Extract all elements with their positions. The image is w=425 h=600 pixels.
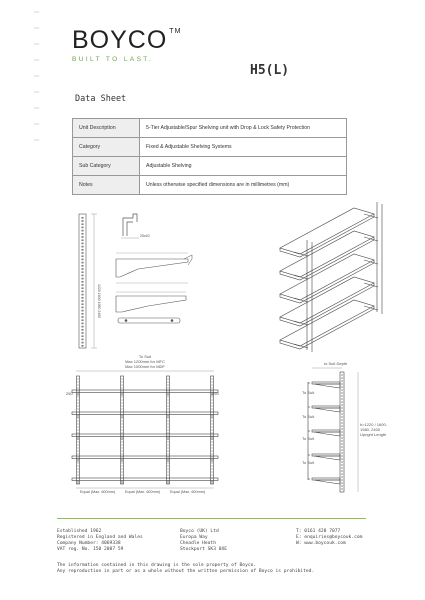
upright-slot [82,303,84,305]
footer-text: VAT reg. No. 150 2087 59 [57,547,124,552]
side-tosuit-2: To Suit [302,414,315,419]
side-height-1: h=1220 / 1600, [360,422,387,427]
info-key: Category [73,138,140,157]
footer-text: Established 1962 [57,529,102,534]
iso-shelf-edge [280,283,374,326]
front-label-top2: Max 1200mm for MFC [125,359,165,364]
iso-shelf [280,254,374,300]
side-height-3: Upright Length [360,432,387,437]
sheet-title: Data Sheet [75,94,127,104]
info-table [72,118,347,195]
iso-bracket [364,214,378,218]
iso-shelf-edge [280,237,374,280]
iso-bracket [364,237,378,241]
footer-phone: T: 0161 428 7077 [296,529,341,534]
brand-tm: TM [169,28,182,35]
footer-text: Company Number: 4069338 [57,541,121,546]
info-value: 5-Tier Adjustable/Spur Shelving unit with Drop & Lock Safety Protection [140,119,347,138]
upright-slot [82,332,84,334]
upright-slot [82,307,84,309]
upright-slot [82,284,84,286]
upright-slot [82,310,84,312]
front-shelf [72,434,218,437]
upright-slot [82,265,84,267]
upright-slot [82,275,84,277]
bracket-drawing-top [108,245,198,295]
footer-text: Europa Way [180,535,208,540]
footer-disclaimer [57,563,314,575]
bracket-dim: 25x40 [140,234,150,238]
footer-website[interactable]: W: www.boycouk.com [296,541,346,546]
upright-slot [82,326,84,328]
upright-slot [82,323,84,325]
iso-shelf-edge [280,214,374,257]
upright-slot [82,329,84,331]
upright-drawing [74,212,104,352]
info-key: Notes [73,176,140,195]
info-value: Unless otherwise specified dimensions are in millimetres (mm) [140,176,347,195]
upright-slot [82,281,84,283]
footer-email[interactable]: E: enquiries@boycouk.com [296,535,363,540]
upright-slot [82,291,84,293]
front-label-right: 250 [212,391,219,396]
front-shelf [72,478,218,481]
front-label-left: 250 [66,391,73,396]
table-row [73,176,347,195]
footer-text: Registered in England and Wales [57,535,143,540]
upright-slot [82,246,84,248]
upright-slot [82,249,84,251]
upright-slot [82,313,84,315]
isometric-drawing [272,200,397,355]
footer-text: Boyco (UK) Ltd [180,529,219,534]
footer-contact [296,529,362,547]
side-depth-label: to Suit Depth [324,361,348,366]
front-label-top3: Max 1000mm for MDF [125,364,165,369]
footer-company [57,529,143,553]
upright-slot [82,294,84,296]
upright-slot [82,223,84,225]
product-code: H5(L) [250,63,290,78]
table-row [73,138,347,157]
upright-slot [82,252,84,254]
brand-name: BOYCO [72,26,168,54]
disclaimer-line: The information contained in this drawing is the sole property of Boyco. [57,563,257,568]
front-label-top1: To Suit [138,354,152,359]
iso-shelf-edge [280,260,374,303]
upright-slot [82,300,84,302]
info-key: Unit Description [73,119,140,138]
info-value: Adjustable Shelving [140,157,347,176]
footer-address [180,529,227,553]
footer-text: Stockport SK3 0XE [180,547,228,552]
iso-shelf [280,231,374,277]
info-value: Fixed & Adjustable Shelving Systems [140,138,347,157]
footer-text: Cheadle Heath [180,541,216,546]
iso-bracket [364,306,378,310]
upright-slot [82,236,84,238]
upright-slot [82,255,84,257]
iso-bracket [364,283,378,287]
brand-logo [72,28,181,63]
front-shelf [72,412,218,415]
front-shelf [72,456,218,459]
upright-slot [82,262,84,264]
upright-slot [82,287,84,289]
side-tosuit-1: To Suit [302,390,315,395]
upright-slot [82,220,84,222]
iso-shelf-edge [280,306,374,349]
iso-shelf [280,277,374,323]
upright-slot [82,271,84,273]
side-tosuit-4: To Suit [302,460,315,465]
side-tosuit-3: To Suit [302,436,315,441]
front-shelf [72,390,218,393]
side-bracket [314,408,340,412]
upright-slot [82,339,84,341]
side-bracket [314,456,340,460]
footer-divider [57,518,366,519]
front-label-bottom-3: Equal (Max. 600mm) [170,490,206,494]
upright-slot [82,297,84,299]
iso-bracket [364,260,378,264]
side-bracket [314,432,340,436]
bracket-drawing-bottom [108,290,198,330]
upright-slot [82,335,84,337]
side-bracket [314,384,340,388]
upright-slot [82,345,84,347]
iso-shelf [280,300,374,346]
front-elevation [60,354,230,504]
side-bracket [314,480,340,484]
upright-slot [82,227,84,229]
front-label-bottom-1: Equal (Max. 600mm) [80,490,116,494]
upright-slot [82,342,84,344]
info-key: Sub Category [73,157,140,176]
upright-slot [82,217,84,219]
upright-slot [82,230,84,232]
upright-slot [82,316,84,318]
iso-shelf [280,208,374,254]
front-label-bottom-2: Equal (Max. 600mm) [125,490,161,494]
margin-marks [34,0,40,200]
upright-slot [82,259,84,261]
upright-slot [82,239,84,241]
upright-slot [82,319,84,321]
table-row [73,157,347,176]
side-elevation [296,360,391,500]
upright-slot [82,243,84,245]
side-height-2: 1980, 2400 [360,427,381,432]
table-row [73,119,347,138]
upright-section [118,212,158,242]
upright-slot [82,278,84,280]
upright-slot [82,268,84,270]
brand-tagline: BUILT TO LAST. [72,56,154,63]
upright-lengths: 1220 1600 1980 2400 [97,284,101,319]
upright-slot [82,233,84,235]
disclaimer-line: Any reproduction in part or as a whole without the written permission of Boyco is prohibited. [57,569,315,574]
